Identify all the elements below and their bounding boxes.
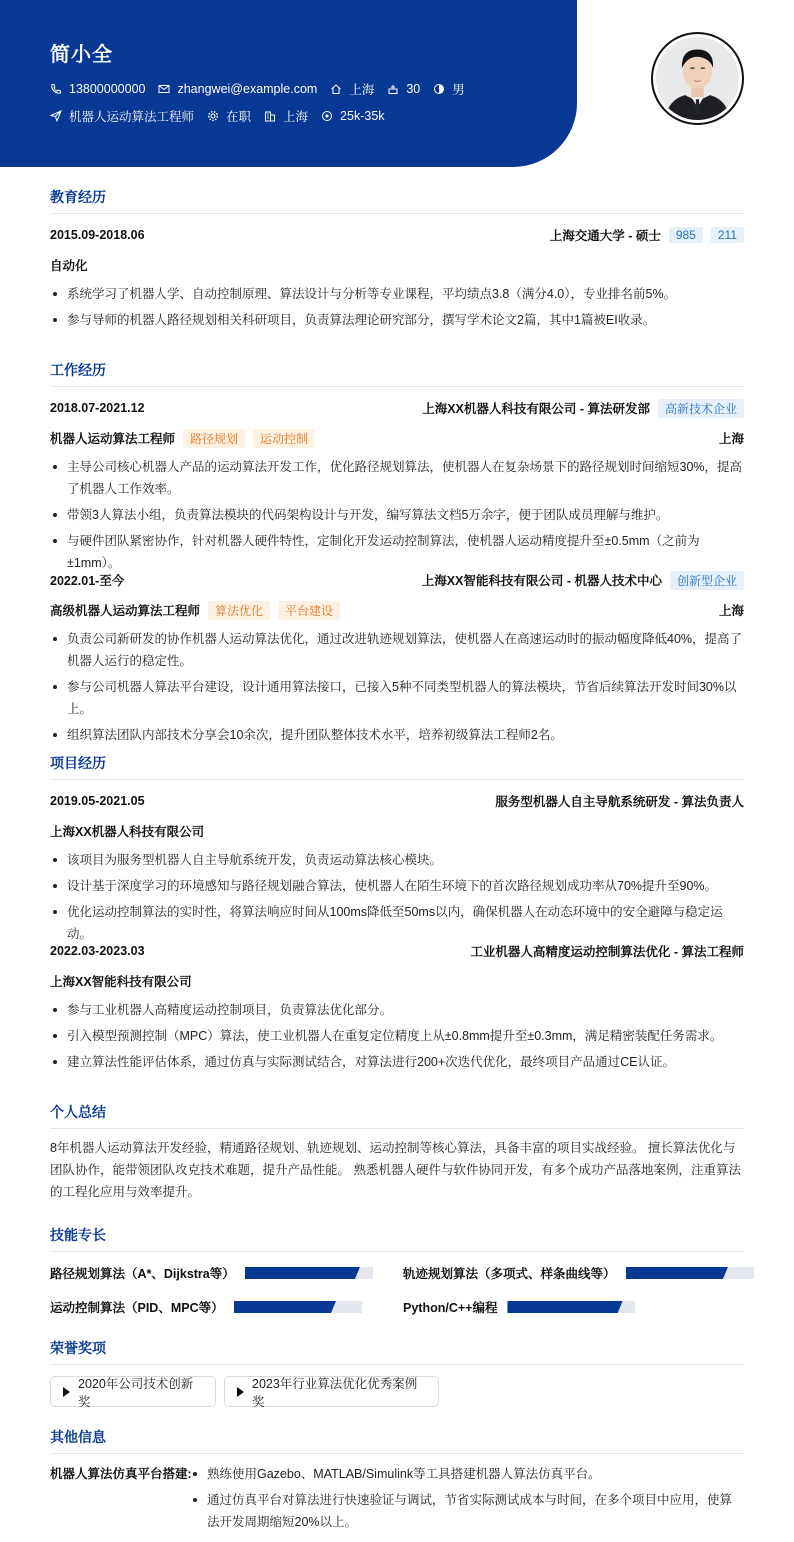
gender-item (433, 80, 465, 98)
list-item: 引入模型预测控制（MPC）算法，使工业机器人在重复定位精度上从±0.8mm提升至±0.3mm，满足精密装配任务需求。 (50, 1025, 744, 1047)
role-row (50, 600, 744, 620)
skill-item (50, 1264, 373, 1282)
job-row (50, 107, 398, 125)
skill-bar-fill (245, 1267, 360, 1279)
city-text: 上海 (349, 83, 375, 97)
section-title: 技能专长 (50, 1225, 744, 1252)
project-name: 服务型机器人自主导航系统研发 - 算法负责人 (495, 795, 744, 809)
home-icon (330, 83, 342, 95)
work-section (50, 360, 744, 387)
project-bullets (50, 849, 744, 945)
other-label: 机器人算法仿真平台搭建: (50, 1467, 192, 1481)
skill-item (403, 1264, 754, 1282)
work-bullets (50, 456, 744, 574)
project-entry (50, 941, 744, 1073)
phone-icon (50, 83, 62, 95)
school-name: 上海交通大学 - 硕士 (549, 229, 661, 243)
award-text: 2023年行业算法优化优秀案例奖 (252, 1376, 418, 1409)
skill-item (50, 1298, 362, 1316)
award-item (50, 1376, 216, 1407)
cake-icon (387, 83, 399, 95)
work-period: 2022.01-至今 (50, 574, 125, 588)
list-item: 负责公司新研发的协作机器人运动算法优化，通过改进轨迹规划算法，使机器人在高速运动时的振动幅度降低40%，提高了机器人运行的稳定性。 (50, 628, 744, 672)
other-entry (50, 1463, 744, 1533)
project-period: 2019.05-2021.05 (50, 794, 145, 808)
list-item: 主导公司核心机器人产品的运动算法开发工作，优化路径规划算法，使机器人在复杂场景下的路径规划时间缩短30%，提高了机器人工作效率。 (50, 456, 744, 500)
skill-bar-fill (234, 1301, 336, 1313)
list-item: 参与工业机器人高精度运动控制项目，负责算法优化部分。 (50, 999, 744, 1021)
project-header-row (50, 791, 744, 811)
phone-item (50, 82, 145, 96)
list-item: 系统学习了机器人学、自动控制原理、算法设计与分析等专业课程，平均绩点3.8（满分4.0），专业排名前5%。 (50, 283, 744, 305)
project-period: 2022.03-2023.03 (50, 944, 145, 958)
list-item: 带领3人算法小组，负责算法模块的代码架构设计与开发，编写算法文档5万余字，便于团队成员理解与维护。 (50, 504, 744, 526)
list-item: 与硬件团队紧密协作，针对机器人硬件特性，定制化开发运动控制算法，使机器人运动精度提升至±0.5mm（之前为±1mm）。 (50, 530, 744, 574)
company-name: 上海XX智能科技有限公司 - 机器人技术中心 (421, 574, 662, 588)
project-org: 上海XX机器人科技有限公司 (50, 825, 205, 839)
skill-name: 运动控制算法（PID、MPC等） (50, 1301, 224, 1315)
section-title: 其他信息 (50, 1427, 744, 1454)
work-entry (50, 570, 744, 746)
project-entry (50, 791, 744, 945)
gear-icon (207, 110, 219, 122)
project-name: 工业机器人高精度运动控制算法优化 - 算法工程师 (470, 945, 744, 959)
work-period: 2018.07-2021.12 (50, 401, 145, 415)
project-bullets (50, 999, 744, 1073)
avatar-photo (656, 37, 739, 120)
email-item (158, 82, 317, 96)
triangle-icon (237, 1387, 244, 1397)
age-item (387, 82, 420, 96)
project-org-row (50, 821, 744, 841)
role-tag: 路径规划 (183, 429, 245, 448)
education-bullets (50, 283, 744, 331)
portrait-image (656, 37, 739, 120)
section-title: 工作经历 (50, 360, 744, 387)
award-item (224, 1376, 439, 1407)
project-org: 上海XX智能科技有限公司 (50, 975, 192, 989)
school-tag: 985 (669, 227, 703, 243)
salary-item (321, 109, 384, 123)
skill-bar-fill (626, 1267, 728, 1279)
role-tag: 平台建设 (278, 601, 340, 620)
awards-section (50, 1338, 744, 1365)
project-header-row (50, 941, 744, 961)
summary-body (50, 1137, 744, 1203)
role-title: 机器人运动算法工程师 (50, 432, 176, 446)
section-title: 项目经历 (50, 753, 744, 780)
work-header-row (50, 570, 744, 590)
list-item: 参与导师的机器人路径规划相关科研项目，负责算法理论研究部分，撰写学术论文2篇，其中1篇被EI收录。 (50, 309, 744, 331)
skill-bar (234, 1301, 362, 1313)
skill-bar (245, 1267, 373, 1279)
other-bullets (190, 1463, 744, 1533)
target-city-item (264, 107, 308, 125)
job-title-text: 机器人运动算法工程师 (69, 110, 195, 124)
company-tag: 高新技术企业 (658, 399, 744, 418)
job-title-item (50, 107, 194, 125)
list-item: 组织算法团队内部技术分享会10余次，提升团队整体技术水平，培养初级算法工程师2名。 (50, 724, 744, 746)
section-title: 教育经历 (50, 187, 744, 214)
work-location: 上海 (718, 604, 744, 618)
major: 自动化 (50, 259, 88, 273)
phone-text: 13800000000 (69, 82, 146, 96)
list-item: 优化运动控制算法的实时性，将算法响应时间从100ms降低至50ms以内，确保机器人在动态环境中的安全避障与稳定运动。 (50, 901, 744, 945)
coin-icon (321, 110, 333, 122)
status-item (207, 107, 251, 125)
section-title: 荣誉奖项 (50, 1338, 744, 1365)
award-text: 2020年公司技术创新奖 (78, 1376, 194, 1409)
city-item (330, 80, 374, 98)
salary-text: 25k-35k (340, 109, 385, 123)
gender-text: 男 (452, 83, 465, 97)
candidate-name: 简小全 (50, 44, 113, 66)
list-item: 设计基于深度学习的环境感知与路径规划融合算法，使机器人在陌生环境下的首次路径规划成功率从70%提升至90%。 (50, 875, 744, 897)
summary-section (50, 1102, 744, 1129)
work-entry (50, 398, 744, 574)
role-tag: 运动控制 (253, 429, 315, 448)
other-section (50, 1427, 744, 1454)
education-entry (50, 225, 744, 331)
skill-name: 轨迹规划算法（多项式、样条曲线等） (403, 1267, 616, 1281)
work-bullets (50, 628, 744, 746)
projects-section (50, 753, 744, 780)
triangle-icon (63, 1387, 70, 1397)
status-text: 在职 (226, 110, 252, 124)
mail-icon (158, 83, 170, 95)
building-icon (264, 110, 276, 122)
company-tag: 创新型企业 (670, 571, 744, 590)
role-row (50, 428, 744, 448)
summary-text: 8年机器人运动算法开发经验，精通路径规划、轨迹规划、运动控制等核心算法，具备丰富的项目实战经验。 擅长算法优化与团队协作，能带领团队攻克技术难题，提升产品性能。 熟悉机器人硬件与软件协同开发，有多个成功产品落地案例，注重算法的工程化应用与效率提升。 (50, 1141, 741, 1199)
list-item: 参与公司机器人算法平台建设，设计通用算法接口，已接入5种不同类型机器人的算法模块，节省后续算法开发时间30%以上。 (50, 676, 744, 720)
section-title: 个人总结 (50, 1102, 744, 1129)
company-name: 上海XX机器人科技有限公司 - 算法研发部 (422, 402, 650, 416)
skill-name: Python/C++编程 (403, 1301, 498, 1315)
skill-bar (507, 1301, 635, 1313)
gender-icon (433, 83, 445, 95)
skill-bar-fill (507, 1301, 622, 1313)
work-header-row (50, 398, 744, 418)
project-org-row (50, 971, 744, 991)
contact-row (50, 80, 478, 98)
email-text: zhangwei@example.com (177, 82, 318, 96)
education-period: 2015.09-2018.06 (50, 228, 145, 242)
header-banner (0, 0, 577, 167)
skills-section (50, 1225, 744, 1252)
list-item: 建立算法性能评估体系，通过仿真与实际测试结合，对算法进行200+次迭代优化，最终项目产品通过CE认证。 (50, 1051, 744, 1073)
age-text: 30 (406, 82, 421, 96)
list-item: 通过仿真平台对算法进行快速验证与调试，节省实际测试成本与时间，在多个项目中应用，使算法开发周期缩短20%以上。 (190, 1489, 744, 1533)
education-header-row (50, 225, 744, 245)
target-city-text: 上海 (283, 110, 309, 124)
school-tag: 211 (711, 227, 744, 243)
send-icon (50, 110, 62, 122)
major-row (50, 255, 744, 275)
avatar (651, 32, 744, 125)
skill-name: 路径规划算法（A*、Dijkstra等） (50, 1267, 235, 1281)
list-item: 熟练使用Gazebo、MATLAB/Simulink等工具搭建机器人算法仿真平台。 (190, 1463, 744, 1485)
education-section (50, 187, 744, 214)
skill-item (403, 1298, 635, 1316)
work-location: 上海 (718, 432, 744, 446)
role-tag: 算法优化 (208, 601, 270, 620)
role-title: 高级机器人运动算法工程师 (50, 604, 201, 618)
list-item: 该项目为服务型机器人自主导航系统开发，负责运动算法核心模块。 (50, 849, 744, 871)
skill-bar (626, 1267, 754, 1279)
